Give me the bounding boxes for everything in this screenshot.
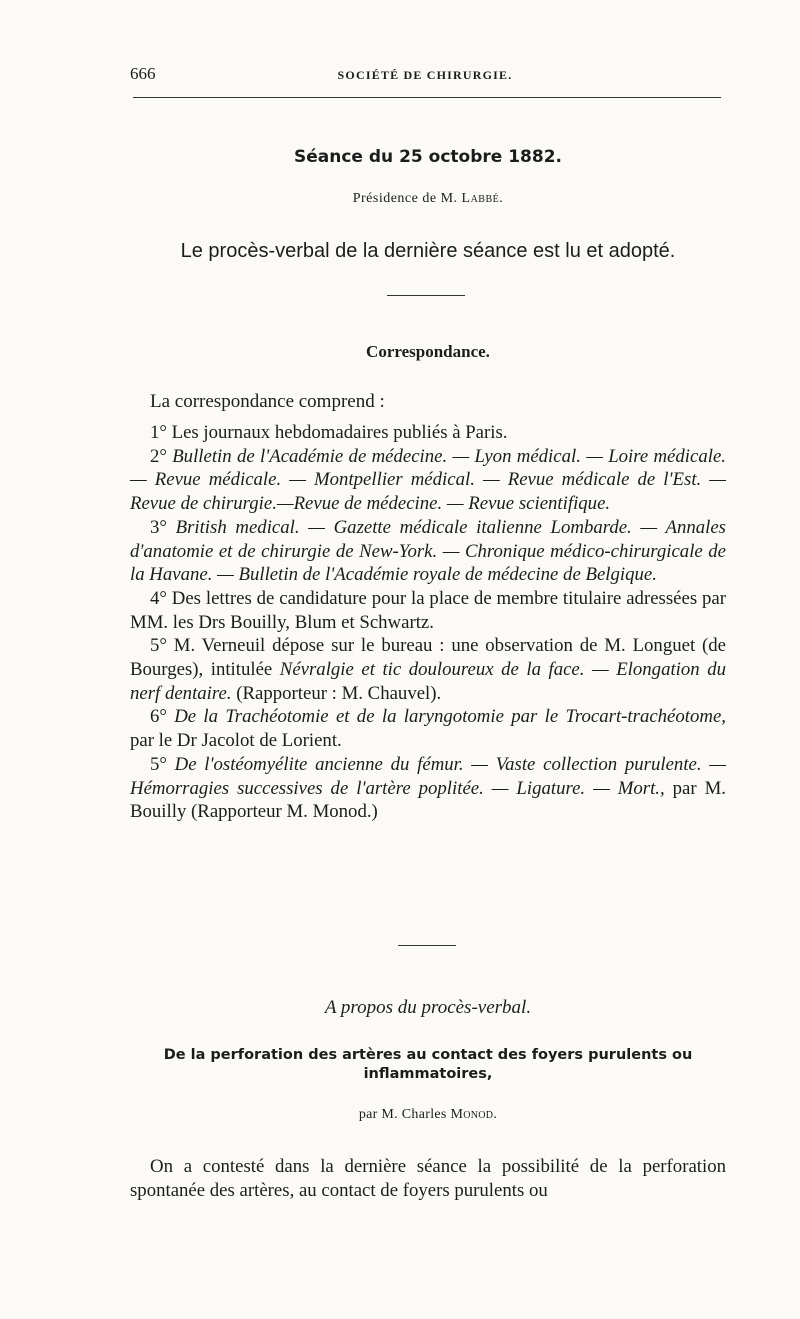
page-header — [130, 64, 720, 88]
correspondance-item — [130, 634, 726, 705]
item-text: par M. Bouilly (Rapporteur M. Monod.) — [130, 777, 726, 823]
correspondance-heading: Correspondance. — [366, 342, 490, 361]
header-rule — [133, 97, 721, 98]
correspondance-item — [130, 445, 726, 516]
page-number: 666 — [130, 64, 156, 83]
correspondance-item — [130, 705, 726, 752]
item-number: 1° — [150, 422, 172, 443]
presidence-label: Présidence de M. — [352, 191, 458, 206]
article-title: De la perforation des artères au contact des foyers purulents ou inflammatoires, — [163, 1047, 693, 1082]
item-number: 5° — [150, 753, 175, 775]
item-number: 2° — [150, 445, 173, 467]
section-separator — [398, 945, 456, 946]
byline-prefix: par M. Charles — [358, 1107, 447, 1122]
item-text: Les journaux hebdomadaires publiés à Paris. — [171, 422, 508, 443]
item-text: Bulletin de l'Académie de médecine. — Lyon médical. — Loire médicale. — Revue médicale. — Montpellier médical. — Revue médicale de l'Est. — Revue de chirurgie.—Revue de médecine. — Revue scientifique. — [130, 445, 726, 515]
minutes-statement: Le procès-verbal de la dernière séance est lu et adopté. — [180, 240, 676, 262]
item-number: 5° — [150, 635, 174, 657]
item-number: 3° — [150, 516, 176, 538]
article-byline: par M. Charles Monod. — [358, 1107, 498, 1122]
item-text: De l'ostéomyélite ancienne du fémur. — Vaste collection purulente. — Hémorragies successives de l'artère poplitée. — Ligature. — Mort., — [130, 753, 726, 799]
item-text: British medical. — Gazette médicale italienne Lombarde. — Annales d'anatomie et de chirurgie de New-York. — Chronique médico-chirurgicale de la Havane. — Bulletin de l'Académie royale de médecine de Belgique. — [130, 516, 726, 586]
item-number: 6° — [150, 706, 175, 728]
article-opening — [130, 1155, 726, 1202]
item-text: (Rapporteur : M. Chauvel). — [231, 682, 442, 704]
correspondance-item — [130, 587, 726, 634]
president-name: Labbé — [461, 191, 500, 206]
item-text: Névralgie et tic douloureux de la face. — Elongation du nerf dentaire. — [130, 659, 726, 704]
running-title: SOCIÉTÉ DE CHIRURGIE. — [337, 68, 513, 82]
item-text: par le Dr Jacolot de Lorient. — [130, 730, 342, 752]
correspondance-item — [130, 516, 726, 587]
seance-title: Séance du 25 octobre 1882. — [294, 147, 562, 167]
correspondance-item — [130, 753, 726, 824]
opening-paragraph: On a contesté dans la dernière séance la possibilité de la perforation spontanée des artères, au contact de foyers purulents ou — [130, 1156, 726, 1201]
item-number: 4° — [150, 587, 172, 609]
section-separator — [387, 295, 465, 296]
item-text: Des lettres de candidature pour la place de membre titulaire adressées par MM. les Drs Bouilly, Blum et Schwartz. — [130, 587, 726, 633]
presidence-line: Présidence de M. Labbé. — [352, 191, 504, 206]
item-text: De la Trachéotomie et de la laryngotomie par le Trocart-trachéotome, — [174, 706, 726, 728]
author-name: Monod — [450, 1107, 494, 1122]
item-text: M. Verneuil dépose sur le bureau : une observation de M. Longuet (de Bourges), intitulée — [130, 635, 726, 681]
apropos-heading: A propos du procès-verbal. — [324, 997, 532, 1018]
correspondance-item — [130, 421, 726, 445]
correspondance-list — [130, 421, 726, 824]
correspondance-intro: La correspondance comprend : — [150, 391, 385, 412]
